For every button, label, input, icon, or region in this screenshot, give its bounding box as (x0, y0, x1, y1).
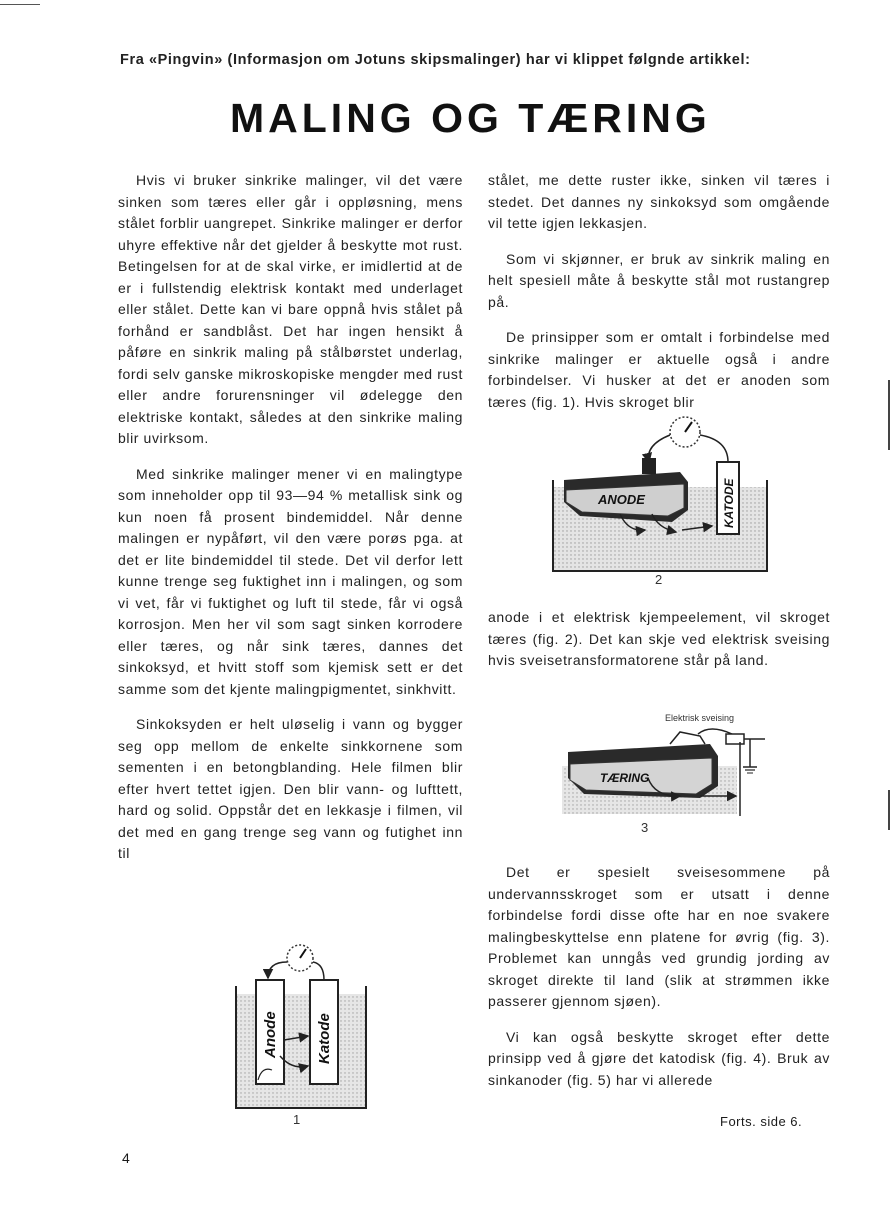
right-column-bottom (488, 862, 830, 1105)
scan-edge-mark (888, 790, 890, 830)
left-column (118, 170, 463, 879)
figure-3-welding-diagram (560, 712, 775, 817)
scan-edge-line (0, 4, 40, 5)
page-number: 4 (122, 1150, 130, 1166)
right-column-top (488, 170, 830, 427)
fig1-katode-label: Katode (316, 1013, 333, 1064)
fig1-anode-label: Anode (262, 1011, 279, 1058)
page-title: MALING OG TÆRING (230, 95, 711, 141)
paragraph: Som vi skjønner, er bruk av sinkrik maling en helt spesiell måte å beskytte stål mot rustangrep på. (488, 250, 830, 310)
right-column-middle (488, 607, 830, 686)
figure-1-anode-katode-diagram (232, 940, 374, 1112)
paragraph: De prinsipper som er omtalt i forbindelse med sinkrike malinger er aktuelle også i andre forbindelser. Vi husker at det er anoden som tæres (fig. 1). Hvis skroget blir (488, 329, 830, 410)
scan-edge-mark (888, 380, 890, 450)
figure-2-ship-anode-diagram (550, 410, 772, 575)
paragraph: anode i et elektrisk kjempeelement, vil skroget tæres (fig. 2). Det kan skje ved elektrisk sveising hvis sveisetransformatorene står på land. (488, 609, 830, 668)
intro-line: Fra «Pingvin» (Informasjon om Jotuns skipsmalinger) har vi klippet følgnde artikkel: (120, 52, 751, 68)
figure-1-number: 1 (293, 1112, 301, 1127)
figure-2-number: 2 (655, 572, 663, 587)
paragraph: Sinkoksyden er helt uløselig i vann og bygger seg opp mellom de enkelte sinkkornene som sementen i en betongblanding. Hele filmen blir efter hvert tettet igjen. Den blir vann- og lufttett, hard og solid. Oppstår det en lekkasje i filmen, vil det med en gang trenge seg vann og futighet inn til (118, 716, 463, 861)
fig3-caption: Elektrisk sveising (665, 713, 735, 723)
paragraph: Vi kan også beskytte skroget efter dette prinsipp ved å gjøre det katodisk (fig. 4). Bruk av sinkanoder (fig. 5) har vi allerede (488, 1028, 830, 1088)
paragraph: Med sinkrike malinger mener vi en malingtype som inneholder opp til 93—94 % metallisk sink og kun noen få prosent bindemiddel. Når denne malingen er nypåført, vil den være porøs pga. at det er lite bindemiddel til stede. Det vil derfor lett kunne trenge seg fuktighet inn i malingen, og som vi vet, får vi fuktighet og luft til stede, får vi også korrosjon. Men her vil som sagt sinken korrodere eller tæres, og når sink tæres, dannes det sinkoksyd, et hvitt stoff som kjemisk sett er det samme som det kjente malingpigmentet, sinkhvitt. (118, 465, 463, 697)
fig2-katode-label: KATODE (722, 478, 736, 528)
continued-note: Forts. side 6. (720, 1114, 803, 1129)
fig3-taering-label: TÆRING (600, 771, 650, 785)
fig2-anode-label: ANODE (598, 492, 645, 507)
figure-3-number: 3 (641, 820, 649, 835)
paragraph: stålet, me dette ruster ikke, sinken vil tæres i stedet. Det dannes ny sinkoksyd som omgående vil tette igjen lekkasjen. (488, 172, 830, 231)
paragraph: Det er spesielt sveisesommene på undervannsskroget som er utsatt i denne forbindelse fordi disse ofte har en noe svakere malingbeskyttelse enn platene for øvrig (fig. 3). Problemet kan unngås ved grundig jording av skroget direkte til land (slik at strømmen ikke passerer gjennom sjøen). (488, 864, 830, 1009)
paragraph: Hvis vi bruker sinkrike malinger, vil det være sinken som tæres eller går i oppløsning, mens stålet forblir uangrepet. Sinkrike malinger er derfor uhyre effektive når det gjelder å beskytte mot rust. Betingelsen for at de skal virke, er imidlertid at de er i fullstendig elektrisk kontakt med underlaget eller stålet. Dette kan vi bare oppnå hvis stålet på forhånd er sandblåst. Det har ingen hensikt å påføre en sinkrik maling på stålbørstet underlag, fordi selv ganske mikroskopiske mengder med rust eller andre forurensninger vil ødelegge den elektriske kontakt, således at den sinkrike maling blir uvirksom. (118, 172, 463, 446)
